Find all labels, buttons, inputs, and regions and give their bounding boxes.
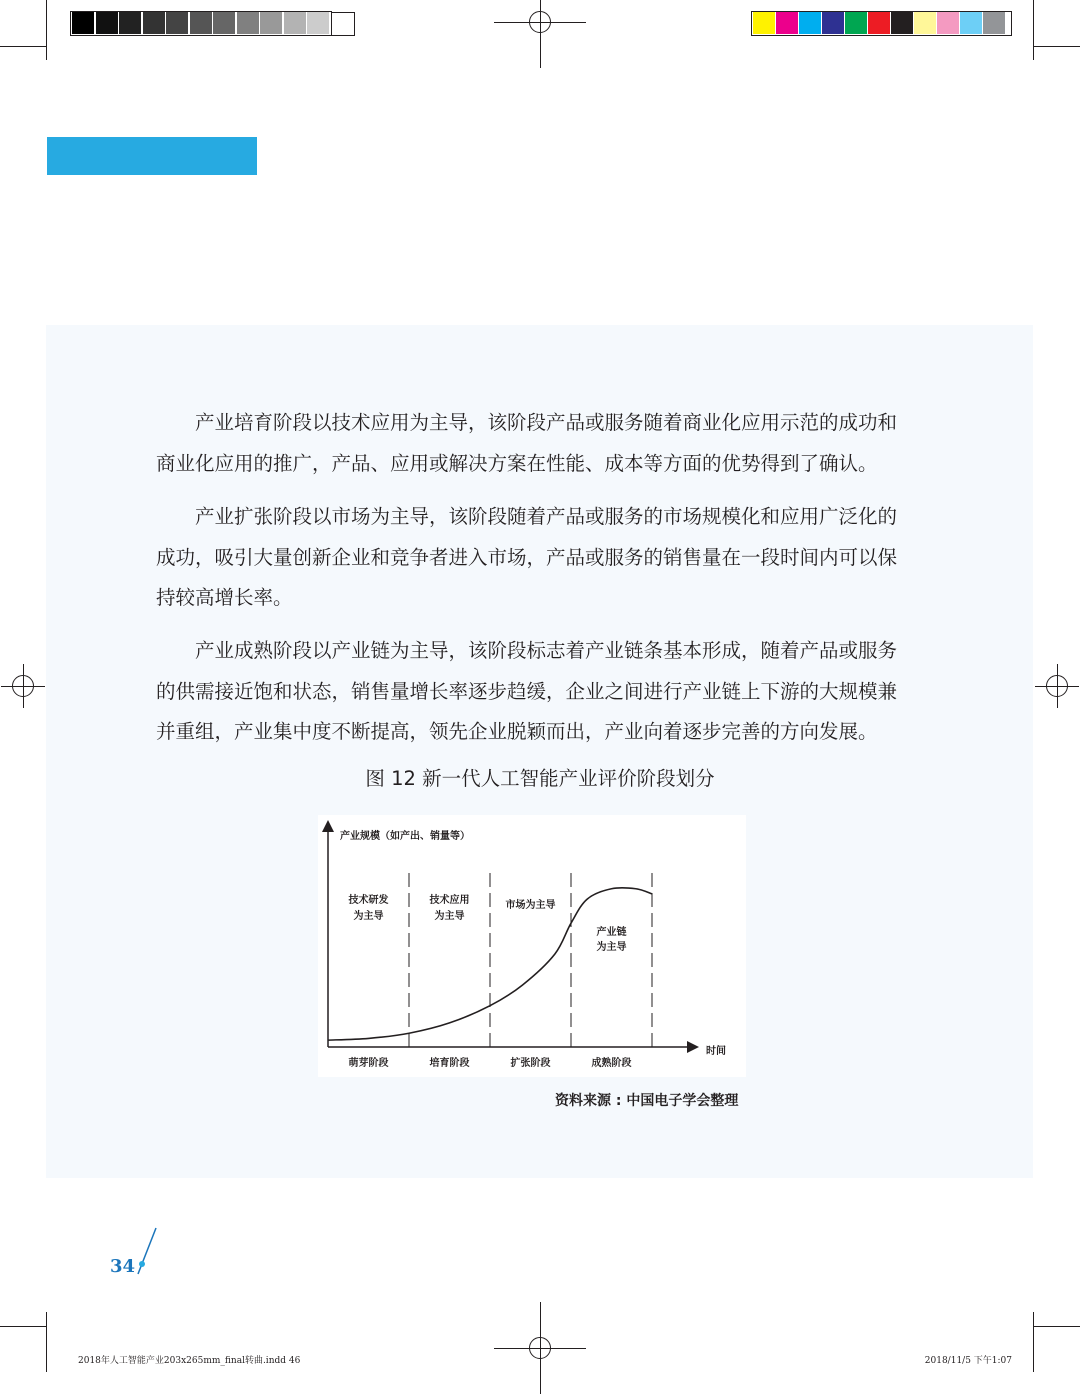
color-swatch [331,12,355,36]
footer-file-info: 2018年人工智能产业203x265mm_final转曲.indd 46 [78,1356,301,1366]
crop-line [540,0,541,68]
page-number: 34 [110,1256,136,1277]
stage-label: 萌芽阶段 [348,1058,389,1069]
crop-line [0,46,46,47]
paragraph-line: 商业化应用的推广，产品、应用或解决方案在性能、成本等方面的优势得到了确认。 [156,451,878,475]
crop-line [1057,664,1058,708]
stage-driver-label: 为主导 [434,911,465,922]
paragraph-line: 持较高增长率。 [156,586,293,609]
page-number-slash [132,1226,162,1276]
paragraph-line: 产业扩张阶段以市场为主导，该阶段随着产品或服务的市场规模化和应用广泛化的 [195,505,898,528]
y-axis-label: 产业规模（如产出、销量等） [340,831,470,842]
color-bar-frame [751,11,1012,36]
stage-driver-label: 产业链 [596,927,627,938]
crop-line [1033,0,1034,60]
stage-label: 成熟阶段 [591,1058,632,1069]
paragraph-line: 的供需接近饱和状态，销售量增长率逐步趋缓，企业之间进行产业链上下游的大规模兼 [156,679,898,703]
footer-timestamp: 2018/11/5 下午1:07 [924,1356,1012,1366]
stage-chart-svg [318,815,746,1077]
stage-chart [318,815,746,1077]
figure-title: 图 12 新一代人工智能产业评价阶段划分 [365,767,715,790]
section-header-bar [47,137,257,175]
stage-label: 培育阶段 [429,1058,470,1069]
crop-line [1034,46,1080,47]
paragraph-line: 成功，吸引大量创新企业和竞争者进入市场，产品或服务的销售量在一段时间内可以保 [156,545,898,569]
stage-driver-label: 为主导 [353,911,384,922]
color-bar-frame [70,11,332,36]
crop-line [23,664,24,708]
x-axis-label: 时间 [706,1046,726,1057]
paragraph-2 [156,497,928,619]
paragraph-line: 产业成熟阶段以产业链为主导，该阶段标志着产业链条基本形成，随着产品或服务 [195,639,898,662]
crop-line [0,1326,46,1327]
crop-line [1034,1326,1080,1327]
stage-driver-label: 市场为主导 [505,900,556,911]
stage-driver-label: 技术研发 [348,895,389,906]
crop-line [46,0,47,60]
crop-line [46,1312,47,1372]
stage-label: 扩张阶段 [510,1058,551,1069]
crop-line [540,1302,541,1394]
paragraph-1 [156,403,928,484]
crop-line [1033,1312,1034,1372]
paragraph-3 [156,631,928,753]
stage-driver-label: 为主导 [596,942,627,953]
paragraph-line: 产业培育阶段以技术应用为主导，该阶段产品或服务随着商业化应用示范的成功和 [195,411,898,434]
paragraph-line: 并重组，产业集中度不断提高，领先企业脱颖而出，产业向着逐步完善的方向发展。 [156,720,878,743]
stage-driver-label: 技术应用 [429,895,470,906]
figure-source: 资料来源 : 中国电子学会整理 [555,1093,739,1109]
